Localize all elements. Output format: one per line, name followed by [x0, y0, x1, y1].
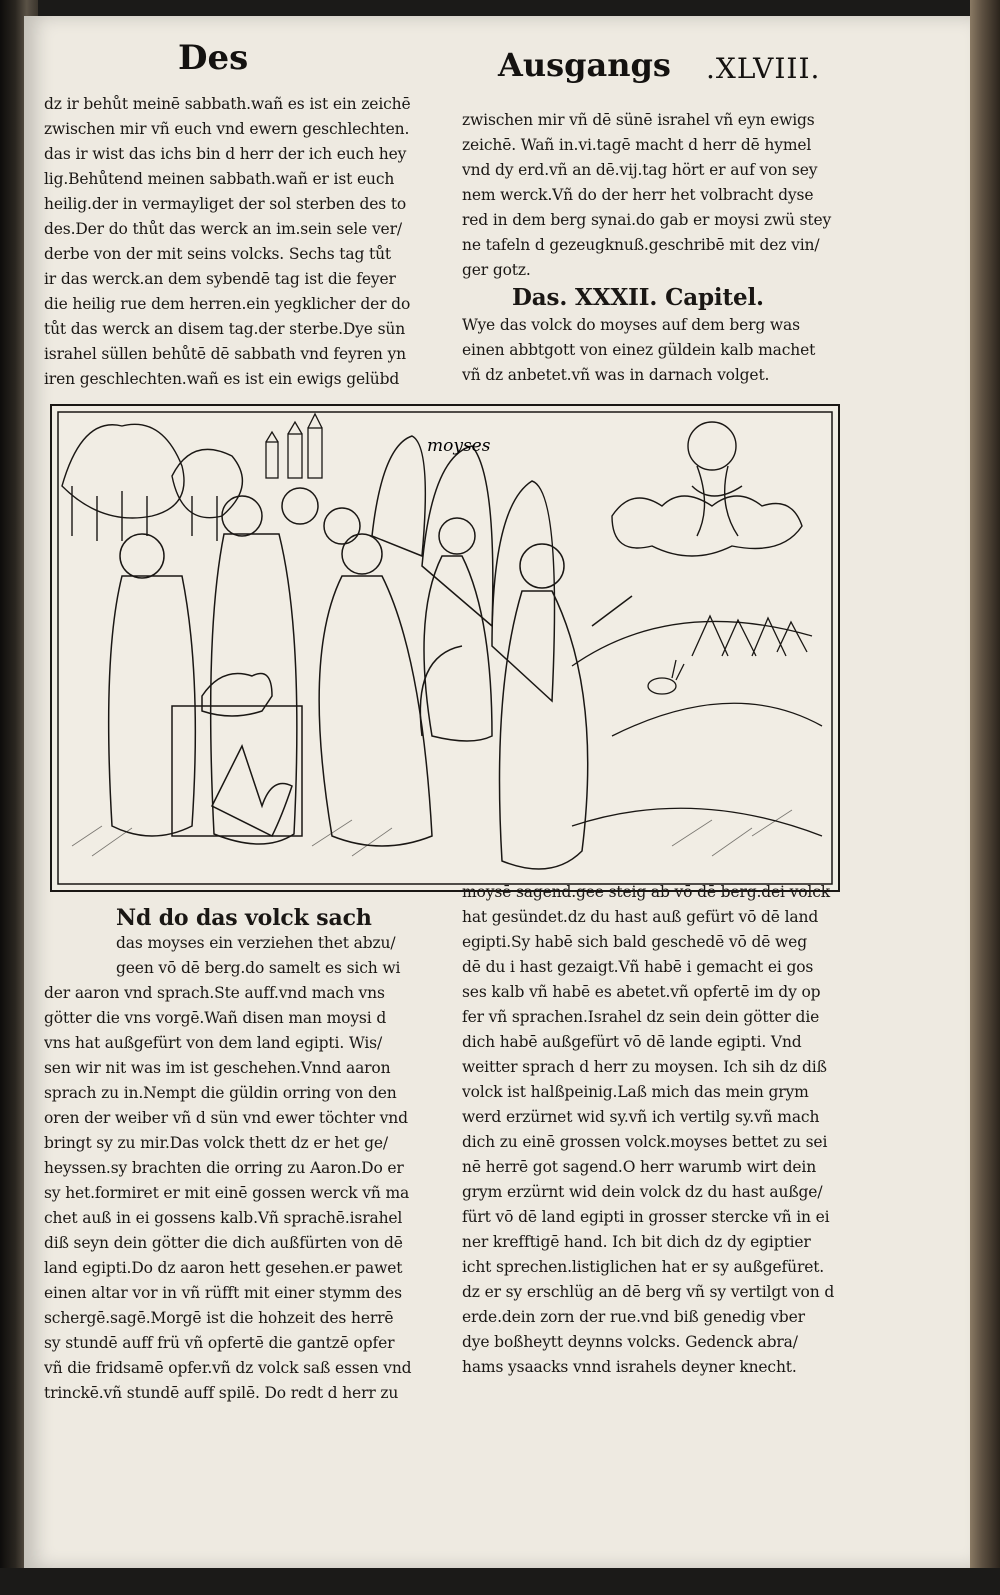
text-line: dich habē außgefürt vō dē lande egipti. Vnd: [462, 1033, 802, 1051]
text-line: vnd dy erd.vñ an dē.vij.tag hört er auf von sey: [462, 161, 818, 179]
text-line: zeichē. Wañ in.vi.tagē macht d herr dē hymel: [462, 136, 812, 154]
text-line: moysē sagend.gee steig ab vō dē berg.dei volck: [462, 883, 830, 901]
text-line: weitter sprach d herr zu moysen. Ich sih dz diß: [462, 1058, 827, 1076]
text-line: heyssen.sy brachten die orring zu Aaron.Do er: [44, 1159, 404, 1177]
text-line: zwischen mir vñ dē sünē israhel vñ eyn ewigs: [462, 111, 815, 129]
chapter-summary-line: einen abbtgott von einez güldein kalb machet: [462, 341, 816, 359]
running-head-left: Des: [178, 38, 249, 78]
text-line: des.Der do thůt das werck an im.sein sele ver/: [44, 220, 402, 238]
text-line: hams ysaacks vnnd israhels deyner knecht.: [462, 1358, 797, 1376]
text-line: heilig.der in vermayliget der sol sterben des to: [44, 195, 407, 213]
text-line: tůt das werck an disem tag.der sterbe.Dye sün: [44, 320, 406, 338]
text-line: der aaron vnd sprach.Ste auff.vnd mach vns: [44, 984, 385, 1002]
text-line: dz er sy erschlüg an dē berg vñ sy vertilgt von d: [462, 1283, 834, 1301]
text-line: die heilig rue dem herren.ein yegklicher der do: [44, 295, 411, 313]
rabbit: [648, 660, 684, 694]
text-line: zwischen mir vñ euch vnd ewern geschlechten.: [44, 120, 410, 138]
text-line: iren geschlechten.wañ es ist ein ewigs gelübd: [44, 370, 400, 388]
text-line: volck ist halßpeinig.Laß mich das mein grym: [462, 1083, 809, 1101]
text-line: dye boßheytt deynns volcks. Gedenck abra/: [462, 1333, 798, 1351]
text-line: werd erzürnet wid sy.vñ ich vertilg sy.vñ mach: [462, 1108, 820, 1126]
text-line: trinckē.vñ stundē auff spilē. Do redt d herr zu: [44, 1384, 399, 1402]
text-line: red in dem berg synai.do gab er moysi zwü stey: [462, 211, 832, 229]
chapter-summary-line: vñ dz anbetet.vñ was in darnach volget.: [462, 366, 770, 384]
text-line: vns hat außgefürt von dem land egipti. Wis/: [44, 1034, 383, 1052]
incipit: Nd do das volck sach: [116, 906, 372, 931]
people-group: [109, 488, 432, 846]
text-line: fürt vō dē land egipti in grosser stercke vñ in ei: [462, 1208, 830, 1226]
woodcut-illustration: [50, 404, 840, 892]
text-line: ger gotz.: [462, 261, 531, 279]
text-line: lig.Behůtend meinen sabbath.wañ er ist euch: [44, 170, 395, 188]
chapter-heading: Das. XXXII. Capitel.: [512, 284, 764, 311]
text-line: sprach zu in.Nempt die güldin orring von den: [44, 1084, 397, 1102]
text-line: ne tafeln d gezeugknuß.geschribē mit dez vin/: [462, 236, 820, 254]
text-line: derbe von der mit seins volcks. Sechs tag tůt: [44, 245, 391, 263]
text-line: einen altar vor in vñ rüfft mit einer stymm des: [44, 1284, 402, 1302]
chapter-summary-line: Wye das volck do moyses auf dem berg was: [462, 316, 800, 334]
text-line: dz ir behůt meinē sabbath.wañ es ist ein zeichē: [44, 95, 411, 113]
woodcut-drawing: [52, 406, 838, 890]
text-line: sen wir nit was im ist geschehen.Vnnd aaron: [44, 1059, 391, 1077]
text-line: erde.dein zorn der rue.vnd biß genedig vber: [462, 1308, 805, 1326]
text-line: das moyses ein verziehen thet abzu/: [116, 934, 396, 952]
text-line: dē du i hast gezaigt.Vñ habē i gemacht ei gos: [462, 958, 814, 976]
text-line: dich zu einē grossen volck.moyses bettet zu sei: [462, 1133, 828, 1151]
hills-and-tents: [572, 616, 822, 836]
right-column-bottom: [462, 880, 834, 1380]
text-line: fer vñ sprachen.Israhel dz sein dein götter die: [462, 1008, 820, 1026]
text-line: israhel süllen behůtē dē sabbath vnd feyren yn: [44, 345, 406, 363]
text-line: chet auß in ei gossens kalb.Vñ sprachē.israhel: [44, 1209, 403, 1227]
right-column-top: [462, 108, 834, 388]
left-column-bottom: [44, 906, 416, 1406]
text-line: sy het.formiret er mit einē gossen werck vñ ma: [44, 1184, 410, 1202]
moses-label: moyses: [427, 436, 491, 456]
text-line: sy stundē auff frü vñ opfertē die gantzē opfer: [44, 1334, 395, 1352]
text-line: geen vō dē berg.do samelt es sich wi: [116, 959, 401, 977]
trees: [62, 424, 242, 541]
folio-number: .XLVIII.: [706, 52, 821, 85]
moses-and-aaron: [424, 518, 632, 869]
right-page-edge: [970, 0, 1000, 1595]
text-line: diß seyn dein götter die dich außfürten von dē: [44, 1234, 403, 1252]
text-line: das ir wist das ichs bin d herr der ich euch hey: [44, 145, 407, 163]
altar-with-calf: [172, 674, 302, 837]
text-line: grym erzürnt wid dein volck dz du hast außge/: [462, 1183, 823, 1201]
god-in-clouds: [612, 422, 802, 556]
text-line: oren der weiber vñ d sün vnd ewer töchter vnd: [44, 1109, 408, 1127]
text-line: ir das werck.an dem sybendē tag ist die feyer: [44, 270, 396, 288]
text-line: schergē.sagē.Morgē ist die hohzeit des herrē: [44, 1309, 394, 1327]
left-column-top: [44, 92, 412, 392]
text-line: ner krefftigē hand. Ich bit dich dz dy egiptier: [462, 1233, 811, 1251]
mountains: [372, 436, 555, 736]
running-head-center: Ausgangs: [498, 46, 671, 84]
text-line: egipti.Sy habē sich bald geschedē vō dē weg: [462, 933, 807, 951]
text-line: hat gesündet.dz du hast auß gefürt vō dē land: [462, 908, 819, 926]
text-line: vñ die fridsamē opfer.vñ dz volck saß essen vnd: [44, 1359, 412, 1377]
text-line: nem werck.Vñ do der herr het volbracht dyse: [462, 186, 814, 204]
text-line: icht sprechen.listiglichen hat er sy außgefüret.: [462, 1258, 825, 1276]
text-line: nē herrē got sagend.O herr warumb wirt dein: [462, 1158, 817, 1176]
text-line: land egipti.Do dz aaron hett gesehen.er pawet: [44, 1259, 403, 1277]
castle: [266, 414, 322, 478]
text-line: ses kalb vñ habē es abetet.vñ opfertē im dy op: [462, 983, 821, 1001]
text-line: bringt sy zu mir.Das volck thett dz er het ge/: [44, 1134, 388, 1152]
bottom-background: [0, 1568, 1000, 1595]
text-line: götter die vns vorgē.Wañ disen man moysi d: [44, 1009, 387, 1027]
